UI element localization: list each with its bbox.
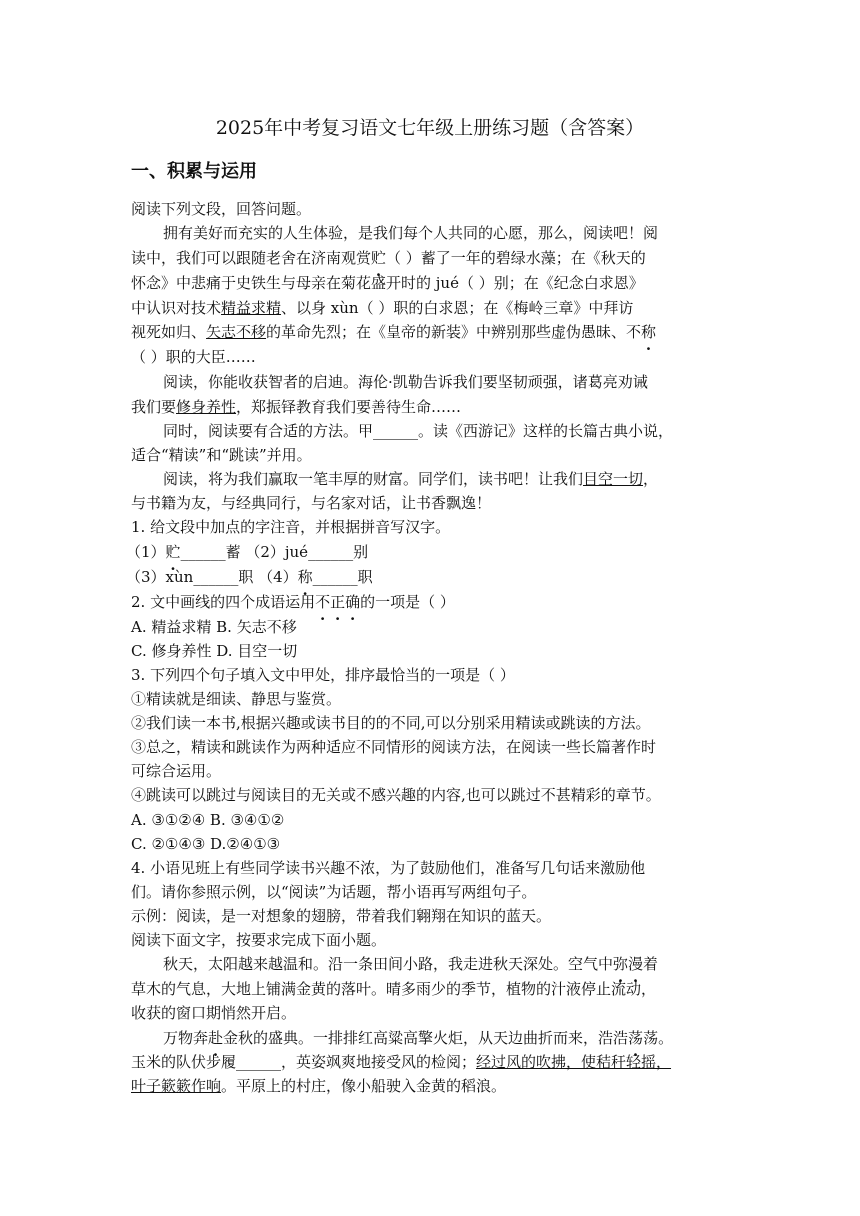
- question-3-sentence: ③总之，精读和跳读作为两种适应不同情形的阅读方法，在阅读一些长篇著作时: [131, 738, 657, 756]
- passage-line: 阅读，你能收获智者的启迪。海伦·凯勒告诉我们要坚韧顽强，诸葛亮劝诫: [163, 373, 648, 391]
- dotted-char: 荡: [628, 1029, 644, 1047]
- dotted-char: 贮: [371, 249, 387, 267]
- passage-line: （ ）职的大臣……: [131, 348, 256, 366]
- passage-2-line: 秋天，太阳越来越温和。沿一条田间小路，我走进秋天深处。空气中弥漫着: [163, 955, 659, 973]
- question-3-options: A. ③①②④ B. ③④①②: [131, 811, 285, 829]
- section-heading: 一、积累与运用: [131, 161, 257, 182]
- question-3-sentence: ①精读就是细读、静思与鉴赏。: [131, 690, 342, 708]
- passage-2-line: 万物奔赴金秋的盛典。一排排红高粱高擎火炬，从天边曲折而来，浩浩荡荡。: [163, 1029, 674, 1047]
- question-3: 3. 下列四个句子填入文中甲处，排序最恰当的一项是（ ）: [131, 666, 515, 684]
- passage-2-line: 收获的窗口期悄然开启。: [131, 1004, 297, 1022]
- dotted-char: 称: [297, 568, 313, 586]
- passage-2-intro: 阅读下面文字，按要求完成下面小题。: [131, 931, 387, 949]
- passage-2-line: 叶子簌簌作响。平原上的村庄，像小船驶入金黄的稻浪。: [131, 1077, 507, 1095]
- dotted-char: 赴: [208, 1029, 224, 1047]
- question-2: 2. 文中画线的四个成语运用不正确的一项是（ ）: [131, 593, 455, 611]
- question-2-options: A. 精益求精 B. 矢志不移: [131, 618, 297, 636]
- question-3-sentence: ④跳读可以跳过与阅读目的无关或不感兴趣的内容,也可以跳过不甚精彩的章节。: [131, 786, 661, 804]
- question-4: 4. 小语见班上有些同学读书兴趣不浓，为了鼓励他们，准备写几句话来激励他: [131, 859, 646, 877]
- passage-line: 我们要修身养性，郑振铎教育我们要善待生命……: [131, 398, 462, 416]
- passage-line: 与书籍为友，与经典同行，与名家对话，让书香飘逸！: [131, 494, 492, 512]
- question-3-sentence: 可综合运用。: [131, 762, 222, 780]
- dotted-char: 不: [315, 593, 331, 611]
- underlined-sentence: 经过风的吹拂，使秸秆轻摇，: [476, 1053, 672, 1071]
- passage-line: 适合“精读”和“跳读”并用。: [131, 446, 312, 464]
- passage-line: 中认识对技术精益求精、以身 xùn（ ）职的白求恩；在《梅岭三章》中拜访: [131, 299, 634, 317]
- question-1-items: （1）贮______蓄 （2）jué______别: [126, 543, 369, 561]
- passage-2-line: 玉米的队伏步履______，英姿飒爽地接受风的检阅；经过风的吹拂，使秸秆轻摇，: [131, 1053, 672, 1071]
- dotted-char: 漫: [628, 955, 644, 973]
- document-title: 2025年中考复习语文七年级上册练习题（含答案）: [215, 117, 645, 139]
- passage-line: 怀念》中悲痛于史铁生与母亲在菊花盛开时的 jué（ ）别；在《纪念白求恩》: [131, 274, 644, 292]
- dotted-char: 称: [641, 323, 657, 341]
- underlined-idiom: 矢志不移: [206, 323, 267, 341]
- dotted-char: 正: [330, 593, 346, 611]
- question-2-options: C. 修身养性 D. 目空一切: [131, 642, 298, 660]
- passage-line: 读中，我们可以跟随老舍在济南观赏贮（ ）蓄了一年的碧绿水藻；在《秋天的: [131, 249, 646, 267]
- passage-line: 同时，阅读要有合适的方法。甲______。读《西游记》这样的长篇古典小说，: [163, 422, 674, 440]
- underlined-idiom: 修身养性: [176, 398, 237, 416]
- underlined-idiom: 目空一切: [583, 470, 644, 488]
- question-3-options: C. ②①④③ D.②④①③: [131, 835, 281, 853]
- dotted-char: 确: [345, 593, 361, 611]
- question-1-items: （3）xùn______职 （4）称______职: [126, 568, 373, 586]
- passage-2-line: 草木的气息，大地上铺满金黄的落叶。晴多雨少的季节，植物的汁液停止流动，: [131, 980, 657, 998]
- underlined-sentence: 叶子簌簌作响: [131, 1077, 222, 1095]
- passage-line: 视死如归、矢志不移的革命先烈；在《皇帝的新装》中辨别那些虚伪愚昧、不称: [131, 323, 657, 341]
- passage-line: 阅读，将为我们赢取一笔丰厚的财富。同学们，读书吧！让我们目空一切，: [163, 470, 659, 488]
- question-4: 们。请你参照示例，以“阅读”为话题，帮小语再写两组句子。: [131, 883, 537, 901]
- question-4-example: 示例：阅读，是一对想象的翅膀，带着我们翱翔在知识的蓝天。: [131, 907, 552, 925]
- underlined-idiom: 精益求精: [221, 299, 282, 317]
- question-3-sentence: ②我们读一本书,根据兴趣或读书目的的不同,可以分别采用精读或跳读的方法。: [131, 714, 651, 732]
- dotted-char: 弥: [613, 955, 629, 973]
- question-1: 1. 给文段中加点的字注音，并根据拼音写汉字。: [131, 518, 451, 536]
- passage-intro: 阅读下列文段，回答问题。: [131, 200, 312, 218]
- dotted-char: 贮: [165, 543, 181, 561]
- passage-line: 拥有美好而充实的人生体验，是我们每个人共同的心愿，那么，阅读吧！阅: [163, 224, 659, 242]
